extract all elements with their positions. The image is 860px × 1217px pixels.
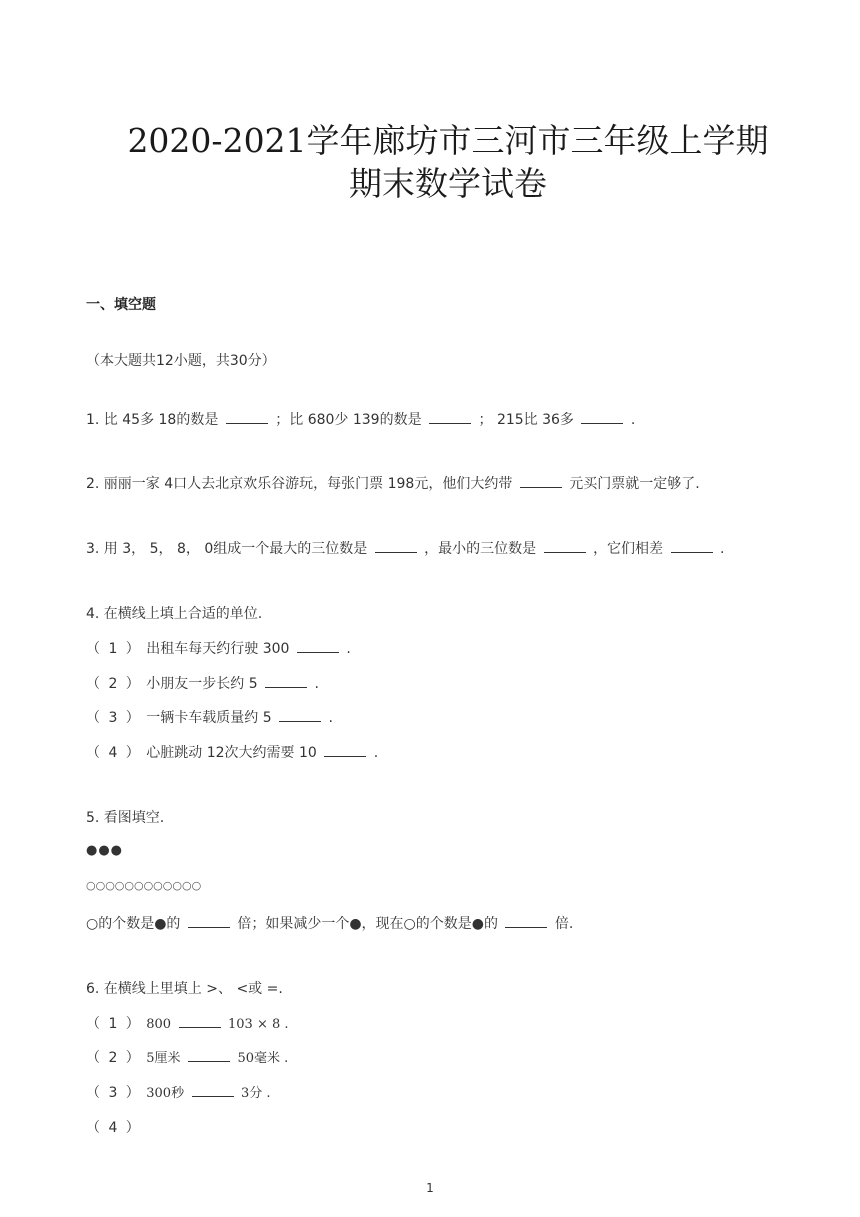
compare-left: 5厘米 [146,1051,181,1066]
q6-item-1 [86,1013,289,1033]
q3-text-d: . [719,541,725,557]
section-heading: 一、填空题 [86,297,156,313]
answer-blank[interactable] [265,675,307,688]
item-end: . [314,676,319,692]
q6-item-4 [86,1117,142,1137]
answer-blank[interactable] [324,744,366,757]
section-note: （本大题共12小题，共30分） [86,353,276,369]
q6-item-3 [86,1082,271,1102]
item-number: （ 4 ） [86,1120,142,1136]
answer-blank[interactable] [226,411,268,424]
question-1 [86,409,635,429]
item-text: 小朋友一步长约 5 [146,676,258,692]
question-3 [86,538,724,558]
item-text: 一辆卡车载质量约 5 [146,710,272,726]
answer-blank[interactable] [544,540,586,553]
answer-blank[interactable] [671,540,713,553]
q3-text-a: 3. 用 3， 5， 8， 0组成一个最大的三位数是 [86,541,368,557]
exam-title-line1: 2020-2021学年廊坊市三河市三年级上学期 [127,121,769,160]
q2-text-b: 元买门票就一定够了. [569,476,700,492]
q2-text-a: 2. 丽丽一家 4口人去北京欢乐谷游玩，每张门票 198元，他们大约带 [86,476,513,492]
item-end: . [346,641,351,657]
question-6-stem: 6. 在横线上里填上 >、 <或 =. [86,981,283,997]
q5-text-a: ○的个数是●的 [86,916,181,932]
exam-title-line2: 期末数学试卷 [349,164,547,203]
page-number: 1 [426,1181,434,1195]
item-number: （ 1 ） [86,641,142,657]
question-4-stem: 4. 在横线上填上合适的单位. [86,606,263,622]
q1-text-c: ； 215比 36多 [478,412,574,428]
item-end: . [328,710,333,726]
compare-right: 103 × 8 . [228,1017,289,1032]
q3-text-c: ，它们相差 [593,541,664,557]
compare-right: 50毫米 . [237,1051,289,1066]
q6-item-2 [86,1047,288,1067]
answer-blank[interactable] [505,915,547,928]
hollow-dots: ○○○○○○○○○○○○ [86,879,202,892]
item-end: . [373,745,379,761]
answer-blank[interactable] [297,640,339,653]
question-2 [86,473,700,493]
answer-blank[interactable] [581,411,623,424]
answer-blank[interactable] [188,915,230,928]
answer-blank[interactable] [192,1084,234,1097]
q1-text-d: . [630,412,636,428]
item-number: （ 2 ） [86,676,142,692]
compare-left: 800 [146,1017,172,1032]
question-5-stem: 5. 看图填空. [86,810,165,826]
q4-item-3 [86,707,333,727]
q4-item-1 [86,638,351,658]
question-5-text [86,913,573,933]
q5-text-c: 倍. [554,916,574,932]
item-number: （ 3 ） [86,1085,142,1101]
answer-blank[interactable] [179,1015,221,1028]
answer-blank[interactable] [375,540,417,553]
answer-blank[interactable] [188,1049,230,1062]
item-number: （ 1 ） [86,1016,142,1032]
filled-dots: ●●● [86,843,124,858]
q4-item-2 [86,673,319,693]
item-number: （ 4 ） [86,745,142,761]
item-number: （ 2 ） [86,1050,142,1066]
q3-text-b: ，最小的三位数是 [424,541,537,557]
item-text: 出租车每天约行驶 300 [146,641,290,657]
q4-item-4 [86,742,378,762]
answer-blank[interactable] [520,475,562,488]
answer-blank[interactable] [429,411,471,424]
answer-blank[interactable] [279,709,321,722]
item-number: （ 3 ） [86,710,142,726]
compare-right: 3分 . [241,1086,271,1101]
q1-text-a: 1. 比 45多 18的数是 [86,412,219,428]
q1-text-b: ；比 680少 139的数是 [275,412,422,428]
q5-text-b: 倍；如果减少一个●，现在○的个数是●的 [237,916,498,932]
compare-left: 300秒 [146,1086,185,1101]
item-text: 心脏跳动 12次大约需要 10 [146,745,317,761]
